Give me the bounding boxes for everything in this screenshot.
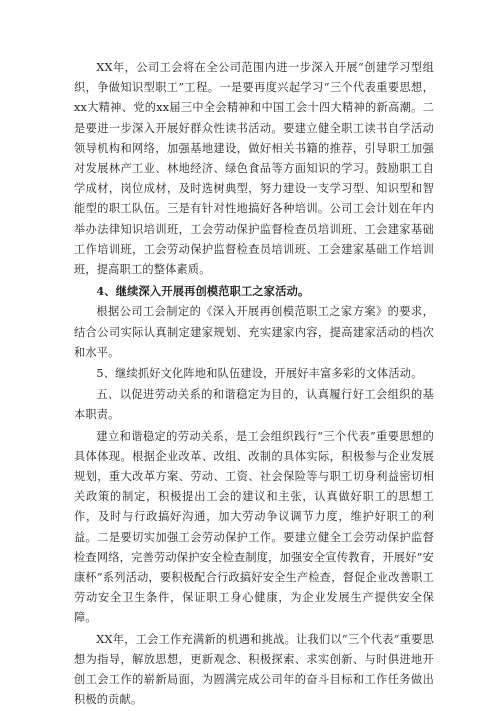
paragraph-item-5-heading: 5、继续抓好文化阵地和队伍建设，开展好丰富多彩的文体活动。 (96, 367, 423, 381)
paragraph-section-5-heading: 五、以促进劳动关系的和谐稳定为目的，认真履行好工会组织的基本职责。 (74, 388, 434, 422)
paragraph-union-learning-plan: XX年，公司工会将在全公司范围内进一步深入开展“创建学习型组织，争做知识型职工”工程。一是要再度兴起学习“三个代表重要思想，xx大精神、党的xx届三中全会精神和中国工会十四大精神的新高潮。二是要进一步深入开展好群众性读书活动。要建立健全职工读书自学活动领导机构和网络，加强基地建设，做好相关书籍的推荐，引导职工加强对发展林产工业、林地经济、绿色食品等方面知识的学习。鼓励职工自学成材，岗位成材，及时选树典型，努力建设一支学习型、知识型和智能型的职工队伍。三是有针对性地搞好各种培训。公司工会计划在年内举办法律知识培训班，工会劳动保护监督检查员培训班、工会建家基础工作培训班，工会劳动保护监督检查员培训班、工会建家基础工作培训班，提高职工的整体素质。 (74, 61, 434, 277)
paragraph-closing: XX年，工会工作充满新的机遇和挑战。让我们以“三个代表”重要思想为指导，解放思想，更新观念、积极探索、求实创新、与时俱进地开创工会工作的崭新局面，为圆满完成公司年的奋斗目标和工作任务做出积极的贡献。 (74, 632, 434, 707)
document-page (74, 58, 434, 711)
paragraph-labor-relations: 建立和谐稳定的劳动关系，是工会组织践行“三个代表”重要思想的具体体现。根据企业改革、改组、改制的具体实际，积极参与企业发展规划，重大改革方案、劳动、工资、社会保险等与职工切身利益密切相关政策的制定，积极提出工会的建议和主张，认真做好职工的思想工作，及时与行政搞好沟通，加大劳动争议调节力度，维护好职工的利益。二是要切实加强工会劳动保护工作。要建立健全工会劳动保护监督检查网络，完善劳动保护安全检查制度，加强安全宣传教育，开展好“安康杯”系列活动，要积极配合行政搞好安全生产检查，督促企业改善职工劳动安全卫生条件，保证职工身心健康，为企业发展生产提供安全保障。 (74, 429, 434, 625)
paragraph-model-home-plan: 根据公司工会制定的《深入开展再创模范职工之家方案》的要求，结合公司实际认真制定建家规划、充实建家内容，提高建家活动的档次和水平。 (74, 305, 434, 359)
paragraph-item-4-heading: 4、继续深入开展再创模范职工之家活动。 (96, 284, 310, 299)
